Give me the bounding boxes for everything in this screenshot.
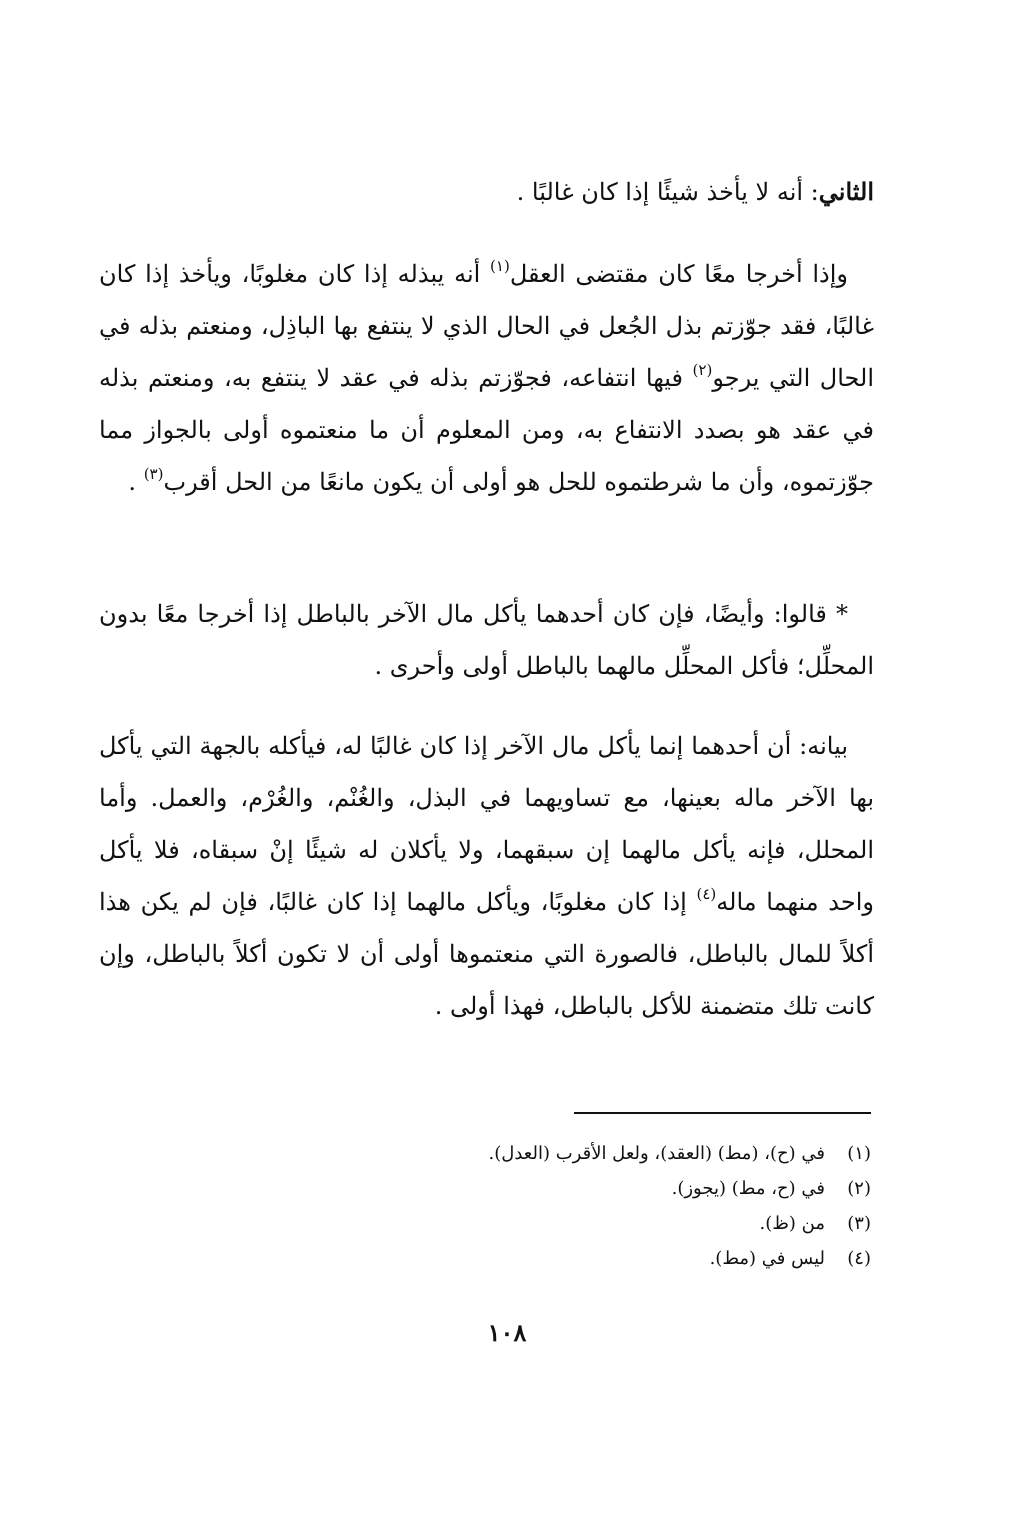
page-number: ١٠٨: [487, 1318, 527, 1347]
footnote-text: في (ح)، (مط) (العقد)، ولعل الأقرب (العدل).: [488, 1143, 825, 1164]
footnote-text: من (ظ).: [759, 1213, 825, 1234]
footnote-ref-2: (٢): [692, 361, 713, 379]
paragraph-4-part-1: بيانه: أن أحدهما إنما يأكل مال الآخر إذا كان غالبًا له، فيأكله بالجهة التي يأكل بها الآخر ماله بعينها، مع تساويهما في البذل، والغُنْم، والغُرْم، والعمل. وأما المحلل، فإنه يأكل مالهما إن سبقهما، ولا يأكلان له شيئًا إنْ سبقاه، فلا يأكل واحد منهما ماله: [99, 732, 875, 916]
footnote-ref-4: (٤): [696, 885, 717, 903]
paragraph-2: [99, 248, 874, 508]
footnote-number: (٤): [847, 1248, 871, 1269]
paragraph-1: [99, 166, 874, 218]
footnote-4: [151, 1241, 871, 1276]
footnote-1: [151, 1136, 871, 1171]
footnote-2: [151, 1171, 871, 1206]
paragraph-2-part-4: .: [128, 468, 144, 496]
footnote-divider: [574, 1112, 871, 1114]
footnote-ref-1: (١): [490, 257, 510, 275]
footnote-ref-3: (٣): [143, 465, 164, 483]
paragraph-4: [99, 720, 874, 1032]
footnote-text: ليس في (مط).: [709, 1248, 825, 1269]
footnote-number: (١): [847, 1143, 871, 1164]
footnote-number: (٣): [847, 1213, 871, 1234]
paragraph-3-text: * قالوا: وأيضًا، فإن كان أحدهما يأكل مال الآخر بالباطل إذا أخرجا معًا بدون المحلِّل؛ فأكل المحلِّل مالهما بالباطل أولى وأحرى .: [99, 600, 874, 680]
footnote-3: [151, 1206, 871, 1241]
paragraph-2-part-2: أنه يبذله إذا كان مغلوبًا، ويأخذ إذا كان غالبًا، فقد جوّزتم بذل الجُعل في الحال الذي لا ينتفع بها الباذِل، ومنعتم بذله في الحال التي يرجو: [99, 260, 875, 392]
paragraph-2-text: [99, 248, 874, 508]
paragraph-2-part-1: وإذا أخرجا معًا كان مقتضى العقل: [509, 260, 848, 288]
footnotes: [151, 1136, 871, 1276]
footnote-text: في (ح، مط) (يجوز).: [671, 1178, 825, 1199]
paragraph-4-part-2: إذا كان مغلوبًا، ويأكل مالهما إذا كان غالبًا، فإن لم يكن هذا أكلاً للمال بالباطل، فالصورة التي منعتموها أولى أن لا تكون أكلاً بالباطل، وإن كانت تلك متضمنة للأكل بالباطل، فهذا أولى .: [99, 888, 874, 1020]
footnote-number: (٢): [847, 1178, 871, 1199]
paragraph-4-text: [99, 720, 874, 1032]
paragraph-1-body: : أنه لا يأخذ شيئًا إذا كان غالبًا .: [516, 178, 819, 206]
paragraph-3: [99, 588, 874, 692]
lead-word: الثاني: [818, 177, 874, 206]
paragraph-2-part-3: فيها انتفاعه، فجوّزتم بذله في عقد لا ينتفع به، ومنعتم بذله في عقد هو بصدد الانتفاع به، ومن المعلوم أن ما منعتموه أولى بالجواز مما جوّزتموه، وأن ما شرطتموه للحل هو أولى أن يكون مانعًا من الحل أقرب: [99, 364, 874, 496]
paragraph-1-text: [99, 166, 874, 218]
